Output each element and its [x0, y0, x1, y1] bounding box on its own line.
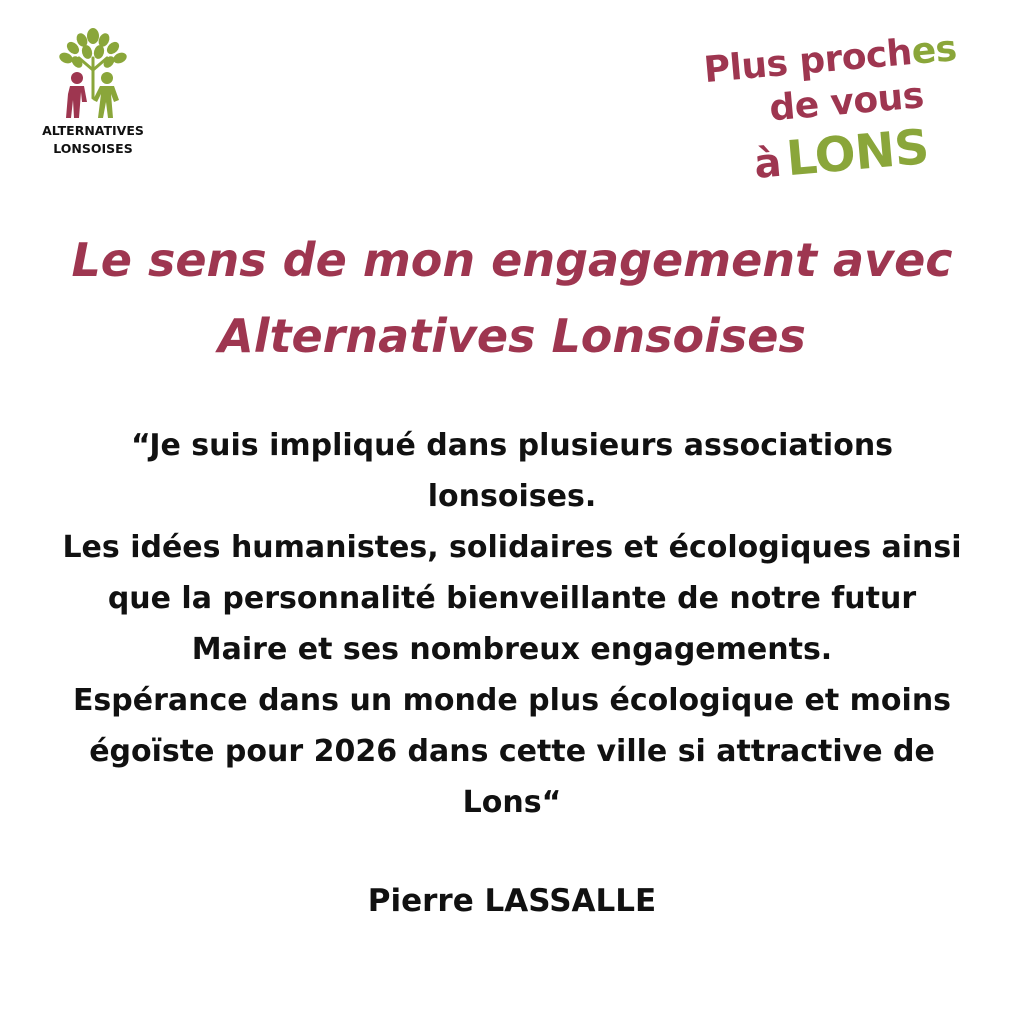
quote-line: lonsoises. — [427, 479, 597, 514]
quote-line: Lons“ — [462, 785, 562, 820]
tagline-a: à — [752, 139, 784, 189]
page-title — [0, 222, 1024, 374]
quote-line: que la personnalité bienveillante de notre futur — [107, 581, 917, 616]
tagline-line2: de vous — [767, 75, 926, 130]
tagline — [694, 24, 996, 199]
title-line1: Le sens de mon engagement avec — [71, 233, 953, 287]
quote-line: Les idées humanistes, solidaires et écologiques ainsi — [62, 530, 962, 565]
quote-line: Espérance dans un monde plus écologique et moins — [72, 683, 952, 718]
author-signature: Pierre LASSALLE — [367, 883, 657, 919]
tagline-lons: LONS — [784, 118, 931, 188]
tagline-line3 — [752, 119, 931, 190]
tree-people-icon — [53, 28, 133, 120]
logo-text-line1: ALTERNATIVES — [42, 123, 144, 138]
tagline-line1-part2: es — [909, 28, 959, 73]
tagline-line1-part1: Plus proch — [702, 32, 914, 92]
quote-line: Maire et ses nombreux engagements. — [191, 632, 833, 667]
quote-line: “Je suis impliqué dans plusieurs associations — [130, 428, 894, 463]
alternatives-lonsoises-logo — [28, 28, 158, 158]
logo-text-line2: LONSOISES — [53, 141, 133, 156]
title-line2: Alternatives Lonsoises — [218, 309, 806, 363]
testimonial-quote — [20, 420, 1004, 828]
quote-line: égoïste pour 2026 dans cette ville si attractive de — [89, 734, 935, 769]
